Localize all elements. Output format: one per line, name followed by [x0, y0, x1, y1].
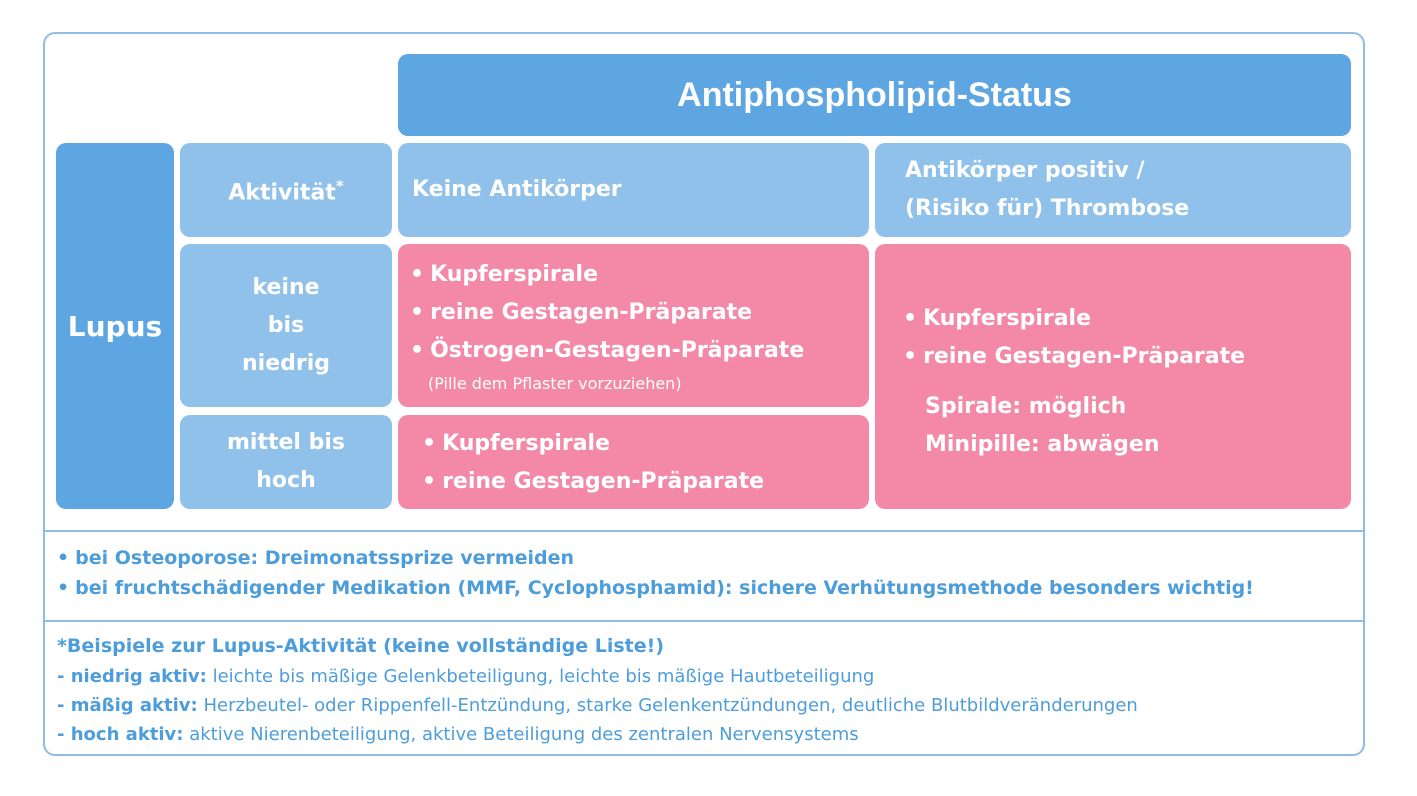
divider-bottom: [45, 620, 1363, 622]
row-low-line1: keine: [252, 274, 320, 300]
column-antibodies-positive: [875, 143, 1351, 237]
activity-label: Aktivität*: [228, 177, 344, 206]
divider-top: [45, 530, 1363, 532]
cell-low-no-antibodies: [398, 244, 869, 407]
footnote-title: *Beispiele zur Lupus-Aktivität (keine vollständige Liste!): [57, 635, 664, 657]
footnote-line-moderate: - mäßig aktiv: Herzbeutel- oder Rippenfell-Entzündung, starke Gelenkentzündungen, deutliche Blutbildveränderungen: [57, 695, 1138, 716]
activity-header: [180, 143, 392, 237]
lupus-label: Lupus: [67, 309, 163, 343]
list-item: • Kupferspirale: [410, 262, 599, 287]
column-antibodies-positive-line1: Antikörper positiv /: [905, 158, 1145, 183]
column-no-antibodies-label: Keine Antikörper: [412, 177, 622, 202]
spiral-possible: Spirale: möglich: [925, 394, 1127, 419]
lupus-side-label: [56, 143, 174, 509]
list-item: • reine Gestagen-Präparate: [903, 344, 1246, 369]
cell-antibodies-positive: [875, 244, 1351, 509]
row-activity-high: [180, 415, 392, 509]
list-item: • Östrogen-Gestagen-Präparate: [410, 338, 805, 363]
row-low-line3: niedrig: [241, 350, 330, 376]
footnote-line-low: - niedrig aktiv: leichte bis mäßige Gelenkbeteiligung, leichte bis mäßige Hautbeteiligung: [57, 666, 875, 687]
header-title: Antiphospholipid-Status: [677, 75, 1072, 114]
cell-high-no-antibodies: [398, 415, 869, 509]
list-item: • Kupferspirale: [422, 431, 611, 456]
minipill-consider: Minipille: abwägen: [925, 432, 1160, 457]
row-low-line2: bis: [267, 312, 305, 338]
row-high-line2: hoch: [256, 468, 316, 493]
note-osteoporosis: • bei Osteoporose: Dreimonatssprize vermeiden: [57, 547, 575, 569]
column-antibodies-positive-line2: (Risiko für) Thrombose: [905, 196, 1190, 221]
row-activity-low: [180, 244, 392, 407]
footnote-line-high: - hoch aktiv: aktive Nierenbeteiligung, aktive Beteiligung des zentralen Nervensystems: [57, 724, 859, 745]
note-teratogenic-medication: • bei fruchtschädigender Medikation (MMF, Cyclophosphamid): sichere Verhütungsmethode besonders wichtig!: [57, 577, 1254, 599]
row-high-line1: mittel bis: [226, 430, 345, 455]
list-item: • Kupferspirale: [903, 306, 1092, 331]
activity-asterisk: *: [335, 177, 344, 196]
antiphospholipid-status-header: [398, 54, 1351, 136]
pill-note: (Pille dem Pflaster vorzuziehen): [428, 374, 682, 393]
column-no-antibodies: [398, 143, 869, 237]
list-item: • reine Gestagen-Präparate: [410, 300, 753, 325]
list-item: • reine Gestagen-Präparate: [422, 469, 765, 494]
